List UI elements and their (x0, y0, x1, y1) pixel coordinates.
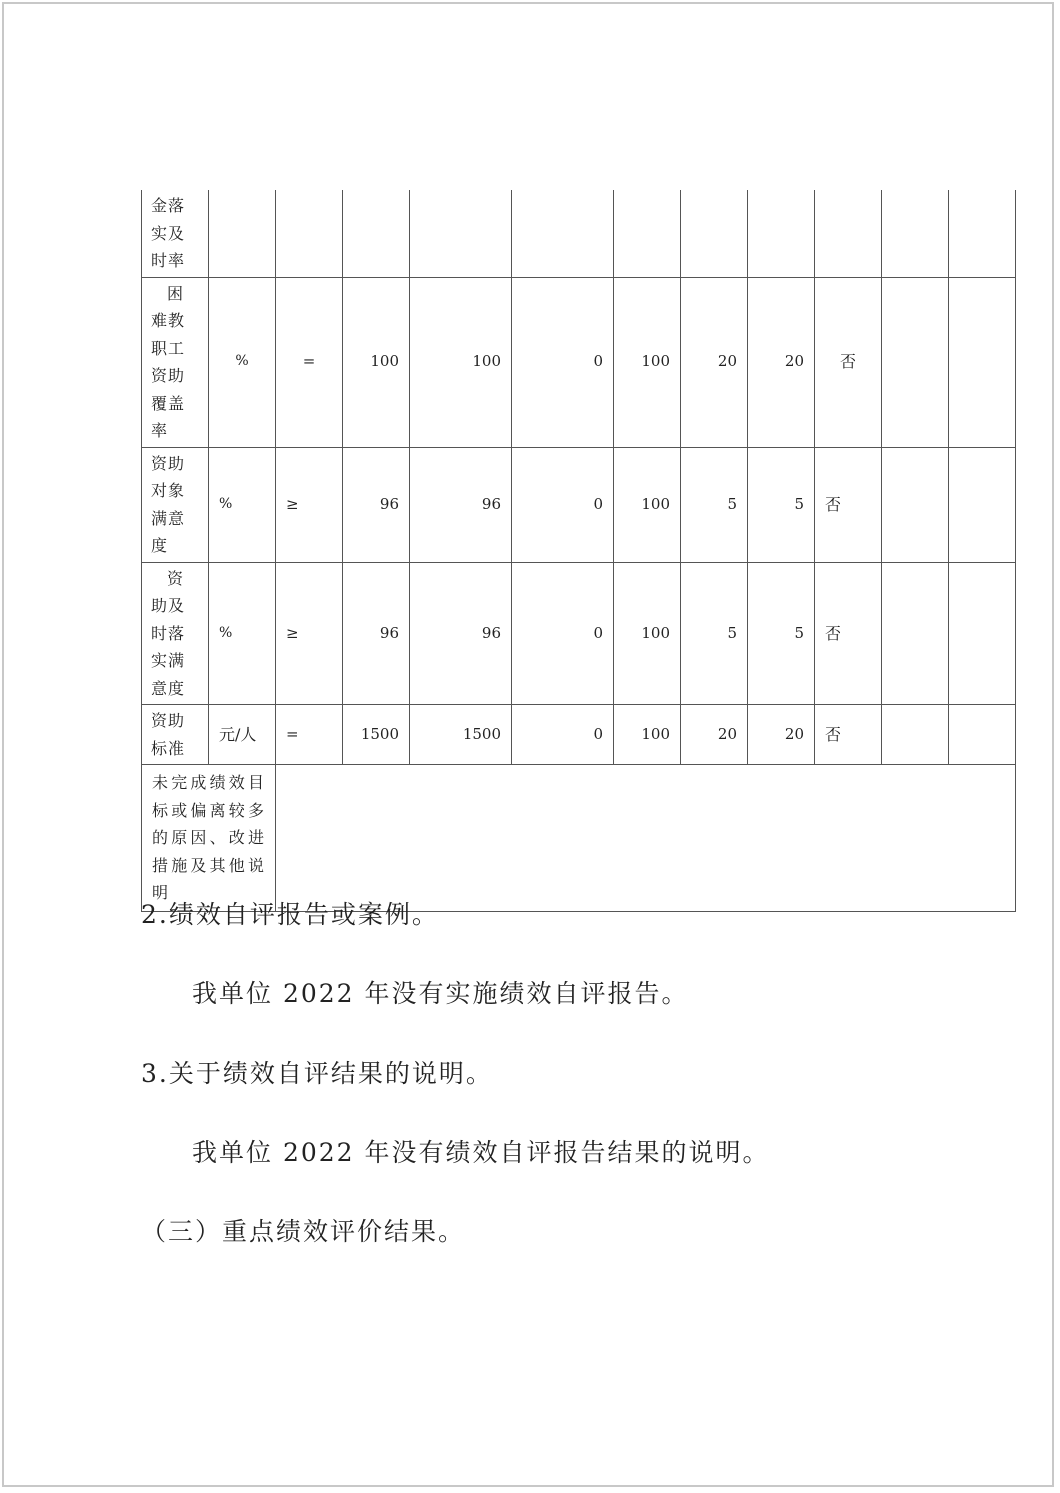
actual-value: 100 (410, 277, 512, 447)
actual-value: 96 (410, 447, 512, 562)
deviation-value: 0 (512, 562, 614, 705)
indicator-name: 金落实及时率 (142, 190, 209, 277)
completion-rate: 100 (614, 705, 681, 765)
key-evaluation-heading: （三）重点绩效评价结果。 (141, 1217, 466, 1246)
indicator-name: 资助标准 (142, 705, 209, 765)
completion-rate: 100 (614, 447, 681, 562)
table-row (142, 190, 1016, 277)
deviation-flag: 否 (815, 277, 882, 447)
target-value: 100 (343, 277, 410, 447)
table-row (142, 447, 1016, 562)
weight-value: 5 (681, 562, 748, 705)
score-value: 20 (748, 705, 815, 765)
score-value: 5 (748, 447, 815, 562)
weight-value: 5 (681, 447, 748, 562)
indicator-name: 困难教职工资助覆盖率 (142, 277, 209, 447)
target-value: 96 (343, 447, 410, 562)
deviation-value: 0 (512, 447, 614, 562)
indicator-unit: % (209, 447, 276, 562)
target-value: 96 (343, 562, 410, 705)
weight-value: 20 (681, 705, 748, 765)
target-value: 1500 (343, 705, 410, 765)
section-2-heading: 2.绩效自评报告或案例。 (141, 900, 439, 929)
deviation-flag: 否 (815, 562, 882, 705)
indicator-symbol: ≥ (276, 562, 343, 705)
indicator-unit: 元/人 (209, 705, 276, 765)
indicator-unit: % (209, 562, 276, 705)
indicator-symbol: ≥ (276, 447, 343, 562)
completion-rate: 100 (614, 277, 681, 447)
performance-table (141, 190, 1016, 912)
section-3-heading: 3.关于绩效自评结果的说明。 (141, 1059, 493, 1088)
actual-value: 96 (410, 562, 512, 705)
indicator-unit: % (209, 277, 276, 447)
section-3-body: 我单位 2022 年没有绩效自评报告结果的说明。 (192, 1138, 770, 1167)
actual-value: 1500 (410, 705, 512, 765)
table-row (142, 562, 1016, 705)
table-row (142, 705, 1016, 765)
deviation-flag: 否 (815, 447, 882, 562)
note-label: 未完成绩效目标或偏离较多的原因、改进措施及其他说明 (142, 765, 276, 912)
weight-value: 20 (681, 277, 748, 447)
table-row (142, 765, 1016, 912)
indicator-symbol: = (276, 705, 343, 765)
completion-rate: 100 (614, 562, 681, 705)
score-value: 20 (748, 277, 815, 447)
section-2-body: 我单位 2022 年没有实施绩效自评报告。 (192, 979, 689, 1008)
indicator-name: 资助及时落实满意度 (142, 562, 209, 705)
note-value (276, 765, 1016, 912)
indicator-symbol: = (276, 277, 343, 447)
deviation-flag: 否 (815, 705, 882, 765)
score-value: 5 (748, 562, 815, 705)
table-row (142, 277, 1016, 447)
indicator-name: 资助对象满意度 (142, 447, 209, 562)
deviation-value: 0 (512, 705, 614, 765)
deviation-value: 0 (512, 277, 614, 447)
